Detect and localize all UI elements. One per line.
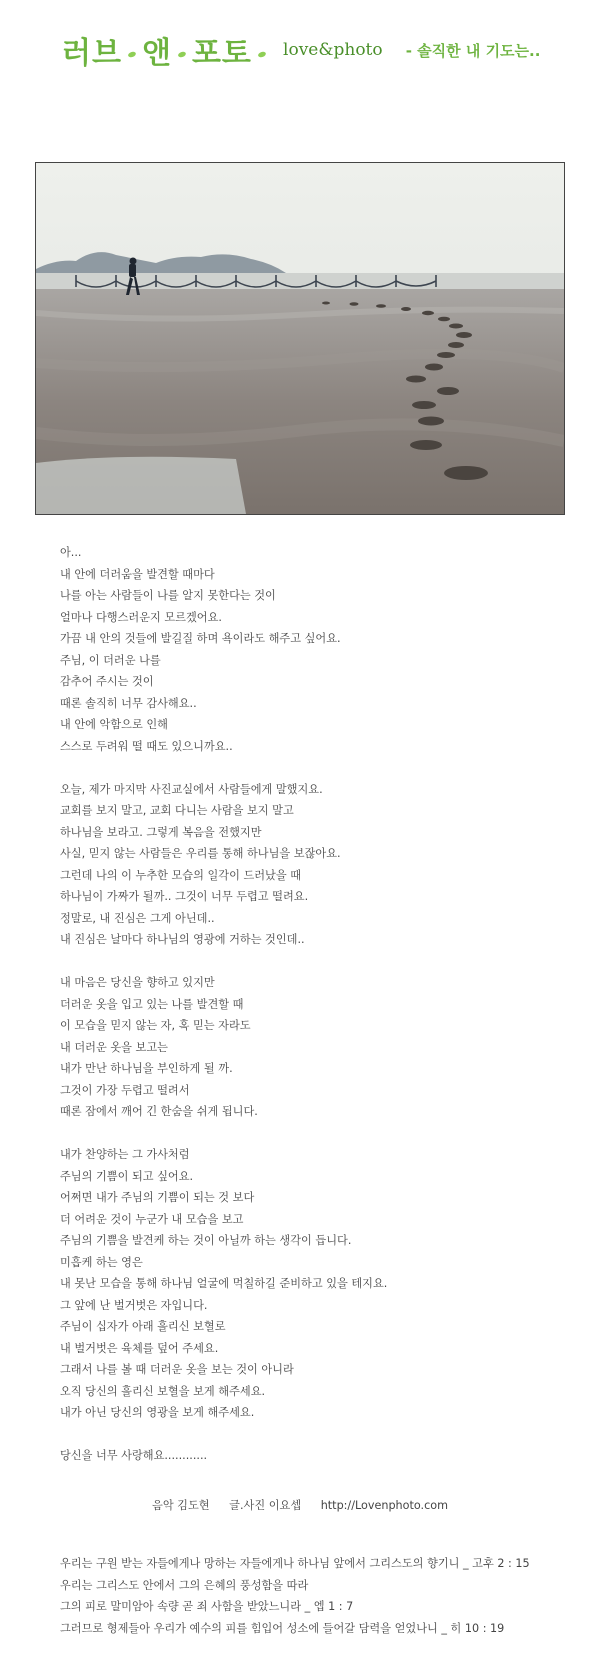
- verse-line: 우리는 구원 받는 자들에게나 망하는 자들에게나 하나님 앞에서 그리스도의 향기니 _ 고후 2 : 15: [60, 1557, 530, 1570]
- poem-line: 내 마음은 당신을 향하고 있지만: [60, 976, 215, 989]
- poem-line: 내가 만난 하나님을 부인하게 될 까.: [60, 1062, 233, 1075]
- logo-part-love: 러브: [62, 36, 122, 71]
- poem-stanza: [60, 542, 580, 757]
- writer-credit: 글.사진 이요셉: [229, 1499, 302, 1512]
- leaf-icon: [177, 51, 186, 58]
- poem-line: 주님의 기쁨을 발견케 하는 것이 아닐까 하는 생각이 듭니다.: [60, 1234, 352, 1247]
- poem-line: 어쩌면 내가 주님의 기쁨이 되는 것 보다: [60, 1191, 255, 1204]
- poem-line: 이 모습을 믿지 않는 자, 혹 믿는 자라도: [60, 1019, 251, 1032]
- poem-line: 주님이 십자가 아래 흘리신 보혈로: [60, 1320, 226, 1333]
- poem-line: 가끔 내 안의 것들에 발길질 하며 욕이라도 해주고 싶어요.: [60, 632, 341, 645]
- site-link[interactable]: http://Lovenphoto.com: [320, 1499, 448, 1512]
- bible-verses: [60, 1553, 590, 1639]
- music-credit: 음악 김도현: [152, 1499, 210, 1512]
- poem-line: 내 진심은 날마다 하나님의 영광에 거하는 것인데..: [60, 933, 305, 946]
- post-title: - 솔직한 내 기도는..: [405, 41, 541, 60]
- poem-line: 그것이 가장 두렵고 떨려서: [60, 1083, 190, 1097]
- poem-line: 오늘, 제가 마지막 사진교실에서 사람들에게 말했지요.: [60, 782, 323, 796]
- poem-line: 그래서 나를 볼 때 더러운 옷을 보는 것이 아니라: [60, 1363, 294, 1376]
- tide-pool: [36, 457, 246, 514]
- poem-line: 스스로 두려워 떨 때도 있으니까요..: [60, 739, 233, 753]
- poem-line: 내 안에 악함으로 인해: [60, 718, 168, 731]
- poem-line: 그런데 나의 이 누추한 모습의 일각이 드러났을 때: [60, 868, 302, 882]
- poem-line: 교회를 보지 말고, 교회 다니는 사람을 보지 말고: [60, 804, 294, 817]
- poem-closing-line: 당신을 너무 사랑해요............: [60, 1449, 208, 1462]
- poem-body: [60, 542, 580, 1467]
- site-header: [62, 28, 541, 71]
- poem-line: 감추어 주시는 것이: [60, 675, 154, 688]
- poem-line: 내 안에 더러움을 발견할 때마다: [60, 567, 215, 581]
- poem-line: 더 어려운 것이 누군가 내 모습을 보고: [60, 1212, 244, 1226]
- site-logo[interactable]: [62, 28, 272, 72]
- poem-line: 더러운 옷을 입고 있는 나를 발견할 때: [60, 997, 244, 1011]
- poem-line: 내 못난 모습을 통해 하나님 얼굴에 먹칠하길 준비하고 있을 테지요.: [60, 1277, 388, 1290]
- site-tagline: love&photo: [283, 40, 383, 60]
- verse-line: 우리는 그리스도 안에서 그의 은혜의 풍성함을 따라: [60, 1578, 309, 1592]
- poem-line: 내 벌거벗은 육체를 덮어 주세요.: [60, 1341, 219, 1355]
- poem-line: 오직 당신의 흘리신 보혈을 보게 해주세요.: [60, 1384, 266, 1398]
- poem-line: 나를 아는 사람들이 나를 알지 못한다는 것이: [60, 589, 276, 602]
- poem-line: 아...: [60, 546, 82, 559]
- poem-stanza: [60, 1144, 580, 1424]
- poem-line: 내가 찬양하는 그 가사처럼: [60, 1148, 190, 1161]
- verse-line: 그의 피로 말미암아 속량 곧 죄 사함을 받았느니라 _ 엡 1 : 7: [60, 1600, 354, 1613]
- poem-line: 주님, 이 더러운 나를: [60, 653, 161, 667]
- poem-line: 때론 솔직히 너무 감사해요..: [60, 696, 197, 710]
- poem-line: 하나님이 가짜가 될까.. 그것이 너무 두렵고 떨려요.: [60, 890, 309, 903]
- poem-line: 하나님을 보라고. 그렇게 복음을 전했지만: [60, 825, 262, 839]
- verse-line: 그러므로 형제들아 우리가 예수의 피를 힘입어 성소에 들어갈 담력을 얻었나니 _ 히 10 : 19: [60, 1621, 505, 1635]
- poem-line: 사실, 믿지 않는 사람들은 우리를 통해 하나님을 보잖아요.: [60, 847, 341, 860]
- poem-line: 미흡케 하는 영은: [60, 1255, 143, 1269]
- poem-line: 내가 아닌 당신의 영광을 보게 해주세요.: [60, 1406, 255, 1419]
- leaf-icon: [127, 51, 136, 58]
- poem-line: 정말로, 내 진심은 그게 아닌데..: [60, 911, 215, 925]
- credits: [0, 1497, 600, 1513]
- poem-line: 그 앞에 난 벌거벗은 자입니다.: [60, 1298, 208, 1312]
- poem-stanza: [60, 779, 580, 951]
- poem-stanza: [60, 972, 580, 1123]
- logo-part-photo: 포토: [191, 36, 252, 71]
- poem-line: 얼마나 다행스러운지 모르겠어요.: [60, 610, 222, 624]
- poem-line: 주님의 기쁨이 되고 싶어요.: [60, 1169, 194, 1183]
- photo-illustration: [36, 163, 564, 514]
- logo-part-and: 앤: [141, 36, 172, 71]
- poem-line: 때론 잠에서 깨어 긴 한숨을 쉬게 됩니다.: [60, 1105, 258, 1118]
- leaf-icon: [257, 51, 266, 58]
- poem-line: 내 더러운 옷을 보고는: [60, 1040, 168, 1054]
- tidal-flat-photo: [35, 162, 565, 515]
